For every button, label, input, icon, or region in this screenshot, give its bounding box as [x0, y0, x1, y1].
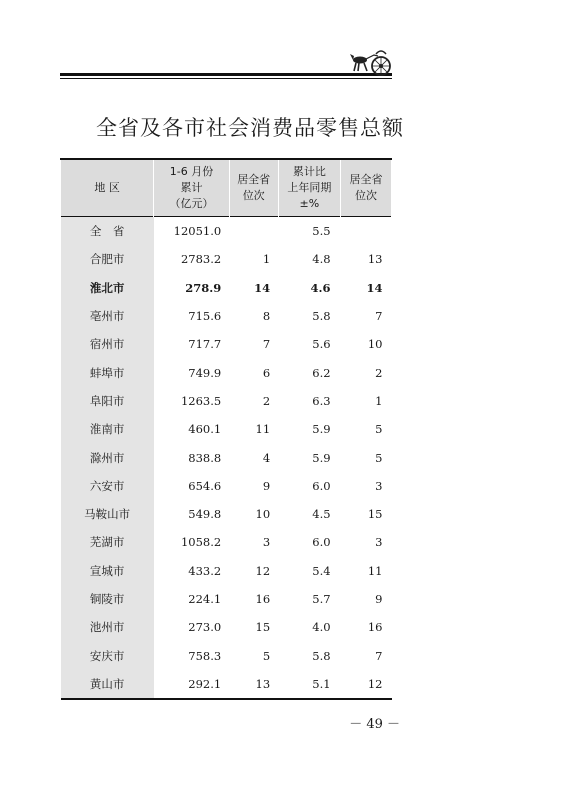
- yoy-cell: 5.9: [312, 450, 331, 465]
- rank2-cell: 3: [375, 535, 383, 550]
- yoy-cell: 5.9: [312, 422, 331, 437]
- yoy-cell: 5.7: [312, 592, 331, 606]
- rank2-cell: 3: [375, 478, 383, 493]
- rank2-cell: 12: [367, 676, 383, 691]
- table-header-row: [61, 159, 392, 217]
- table-row: [61, 500, 392, 528]
- rank2-cell: 10: [367, 337, 383, 352]
- region-cell: 宣城市: [61, 557, 154, 585]
- rank1-cell: 7: [262, 337, 271, 352]
- header-cumulative-line3: （亿元）: [169, 197, 214, 210]
- table-row: [61, 443, 392, 471]
- rank2-cell: 7: [375, 309, 383, 324]
- yoy-cell: 6.0: [312, 478, 331, 493]
- region-cell: 六安市: [61, 472, 154, 500]
- rank2-cell: 1: [375, 393, 383, 408]
- table-row: [61, 358, 392, 386]
- region-cell: 合肥市: [61, 245, 154, 273]
- header-region: [61, 159, 154, 217]
- region-cell: 滁州市: [61, 443, 154, 471]
- header-cumulative-line2: 累计: [180, 181, 203, 194]
- table-row: [61, 670, 392, 699]
- header-yoy-line1: 累计比: [292, 165, 326, 178]
- cumulative-cell: 224.1: [188, 592, 222, 606]
- table-row: [61, 585, 392, 613]
- cumulative-cell: 715.6: [188, 309, 222, 324]
- yoy-cell: 5.6: [312, 337, 331, 352]
- rank2-cell: 5: [375, 450, 383, 465]
- table-row: [61, 528, 392, 556]
- rank1-cell: 10: [255, 507, 271, 522]
- cumulative-cell: 1058.2: [180, 535, 222, 550]
- header-cumulative: [154, 159, 229, 217]
- cumulative-cell: 12051.0: [173, 224, 222, 239]
- rank2-cell: 11: [367, 563, 383, 578]
- header-rank2: [341, 159, 392, 217]
- table-row: [61, 557, 392, 585]
- cumulative-cell: 758.3: [188, 648, 222, 663]
- yoy-cell: 6.0: [312, 535, 331, 550]
- region-cell: 铜陵市: [61, 585, 154, 613]
- cumulative-cell: 654.6: [188, 478, 222, 493]
- rank1-cell: 2: [262, 393, 271, 408]
- rank2-cell: [341, 217, 392, 246]
- rank1-cell: 11: [255, 422, 271, 437]
- rank2-cell: 5: [375, 422, 383, 437]
- rank1-cell: 13: [255, 676, 271, 691]
- page-title: 全省及各市社会消费品零售总额: [96, 116, 404, 140]
- yoy-cell: 5.8: [312, 309, 331, 324]
- header-rank2-line2: 位次: [355, 189, 378, 202]
- yoy-cell: 5.5: [312, 224, 331, 239]
- cumulative-cell: 273.0: [188, 620, 222, 635]
- yoy-cell: 4.8: [312, 252, 331, 267]
- rank2-cell: 13: [367, 252, 383, 267]
- region-cell: 安庆市: [61, 641, 154, 669]
- table-row: [61, 302, 392, 330]
- yoy-cell: 6.3: [312, 393, 331, 408]
- cumulative-cell: 717.7: [188, 337, 222, 352]
- header-yoy-line3: ±%: [299, 197, 320, 210]
- cumulative-cell: 1263.5: [180, 393, 222, 408]
- rank2-cell: 2: [375, 365, 383, 380]
- yoy-cell: 5.8: [312, 648, 331, 663]
- table-row: [61, 387, 392, 415]
- cumulative-cell: 460.1: [188, 422, 222, 437]
- horse-chariot-logo-icon: [348, 46, 396, 80]
- rank1-cell: 12: [255, 563, 271, 578]
- cumulative-cell: 292.1: [188, 676, 222, 691]
- cumulative-cell: 749.9: [188, 365, 222, 380]
- region-cell: 淮南市: [61, 415, 154, 443]
- header-rank1-line2: 位次: [242, 189, 265, 202]
- table-row: [61, 613, 392, 641]
- cumulative-cell: 838.8: [188, 450, 222, 465]
- region-cell: 蚌埠市: [61, 358, 154, 386]
- cumulative-cell: 278.9: [185, 280, 222, 295]
- header-cumulative-line1: 1-6 月份: [169, 165, 214, 178]
- header-rank1: [229, 159, 278, 217]
- region-cell: 黄山市: [61, 670, 154, 699]
- page-number: － 49 －: [349, 717, 400, 732]
- cumulative-cell: 433.2: [188, 563, 222, 578]
- rank1-cell: [229, 217, 278, 246]
- yoy-cell: 4.5: [312, 507, 331, 522]
- table-row-highlighted: [61, 274, 392, 302]
- rank2-cell: 14: [366, 280, 383, 295]
- header-rule-thin: [60, 78, 392, 79]
- cumulative-cell: 2783.2: [180, 252, 222, 267]
- header-yoy: [278, 159, 340, 217]
- rank1-cell: 3: [262, 535, 271, 550]
- region-cell: 阜阳市: [61, 387, 154, 415]
- region-cell: 马鞍山市: [61, 500, 154, 528]
- rank1-cell: 8: [262, 309, 271, 324]
- region-cell: 宿州市: [61, 330, 154, 358]
- rank1-cell: 1: [262, 252, 271, 267]
- header-rule: [60, 73, 392, 76]
- yoy-cell: 5.4: [312, 563, 331, 578]
- header-region-label: 地 区: [94, 181, 120, 194]
- rank2-cell: 9: [375, 592, 383, 606]
- table-row: [61, 245, 392, 273]
- region-cell: 淮北市: [61, 274, 154, 302]
- rank2-cell: 7: [375, 648, 383, 663]
- region-cell: 全 省: [61, 217, 154, 246]
- table-row: [61, 415, 392, 443]
- header-rank1-line1: 居全省: [237, 173, 271, 186]
- rank1-cell: 5: [262, 648, 271, 663]
- rank1-cell: 9: [262, 478, 271, 493]
- yoy-cell: 5.1: [312, 676, 331, 691]
- rank1-cell: 6: [262, 365, 271, 380]
- yoy-cell: 6.2: [312, 365, 331, 380]
- yoy-cell: 4.6: [310, 280, 331, 295]
- rank1-cell: 14: [254, 280, 271, 295]
- rank1-cell: 15: [255, 620, 271, 635]
- rank1-cell: 4: [262, 450, 271, 465]
- table-row: [61, 472, 392, 500]
- rank2-cell: 16: [367, 620, 383, 635]
- retail-sales-table: [60, 158, 392, 700]
- region-cell: 亳州市: [61, 302, 154, 330]
- region-cell: 池州市: [61, 613, 154, 641]
- header-rank2-line1: 居全省: [349, 173, 383, 186]
- rank1-cell: 16: [255, 592, 271, 606]
- table-row: [61, 641, 392, 669]
- table-row: [61, 217, 392, 246]
- table-row: [61, 330, 392, 358]
- cumulative-cell: 549.8: [188, 507, 222, 522]
- rank2-cell: 15: [367, 507, 383, 522]
- header-yoy-line2: 上年同期: [287, 181, 332, 194]
- yoy-cell: 4.0: [312, 620, 331, 635]
- region-cell: 芜湖市: [61, 528, 154, 556]
